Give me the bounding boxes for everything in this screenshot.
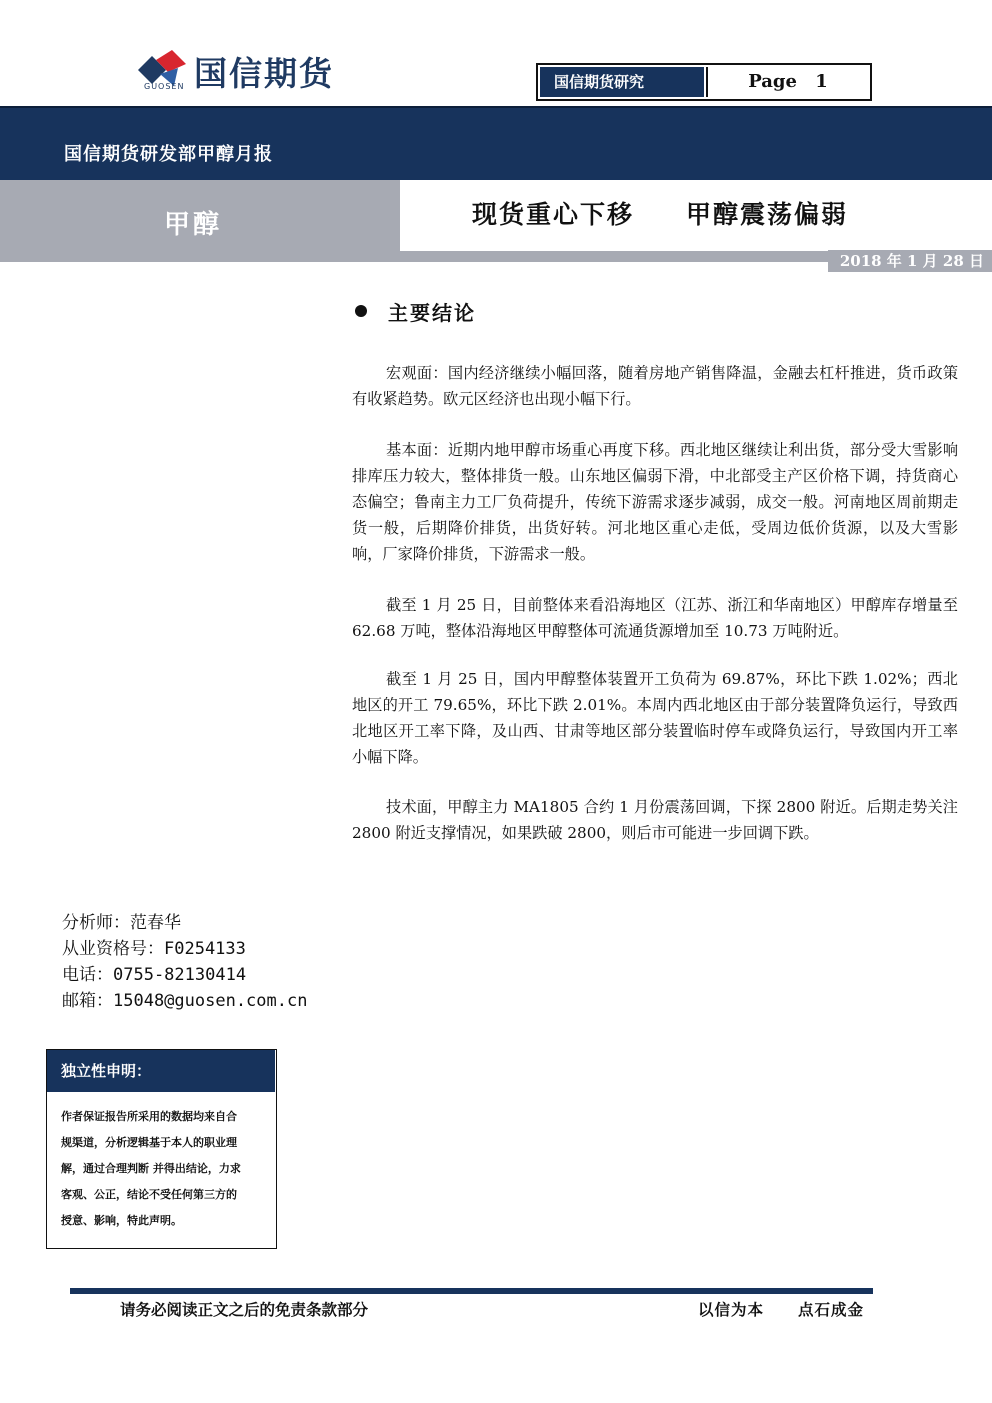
analyst-phone: 电话：0755-82130414 bbox=[62, 965, 247, 985]
report-series-title: 国信期货研发部甲醇月报 bbox=[64, 144, 273, 165]
topic-label: 甲醇 bbox=[164, 210, 223, 240]
footer-notice: 请务必阅读正文之后的免责条款部分 bbox=[120, 1301, 369, 1319]
topic-panel bbox=[0, 180, 400, 251]
analyst-license: 从业资格号：F0254133 bbox=[62, 939, 246, 959]
paragraph-inventory: 截至 1 月 25 日，目前整体来看沿海地区（江苏、浙江和华南地区）甲醇库存增量至 62.68 万吨，整体沿海地区甲醇整体可流通货源增加至 10.73 万吨附近。 bbox=[352, 596, 958, 640]
slogan-2: 点石成金 bbox=[798, 1301, 865, 1319]
research-label: 国信期货研究 bbox=[540, 67, 704, 97]
statement-line: 作者保证报告所采用的数据均来自合 bbox=[61, 1110, 237, 1123]
logo-subtext: GUOSEN bbox=[144, 82, 185, 91]
footer-divider bbox=[70, 1288, 873, 1294]
paragraph-fundamentals: 基本面：近期内地甲醇市场重心再度下移。西北地区继续让利出货，部分受大雪影响排库压力较大，整体排货一般。山东地区偏弱下滑，中北部受主产区价格下调，持货商心态偏空；鲁南主力工厂负荷提升，传统下游需求逐步减弱，成交一般。河南地区周前期走货一般，后期降价排货，出货好转。河北地区重心走低，受周边低价货源，以及大雪影响，厂家降价排货，下游需求一般。 bbox=[352, 441, 958, 563]
paragraph-technical: 技术面，甲醇主力 MA1805 合约 1 月份震荡回调，下探 2800 附近。后期走势关注 2800 附近支撑情况，如果跌破 2800，则后市可能进一步回调下跌。 bbox=[352, 798, 958, 842]
footer-slogan bbox=[698, 1298, 864, 1320]
bullet-icon bbox=[355, 305, 367, 317]
analyst-email: 邮箱：15048@guosen.com.cn bbox=[62, 991, 308, 1011]
company-logo bbox=[138, 50, 378, 96]
paragraph-macro: 宏观面：国内经济继续小幅回落，随着房地产销售降温，金融去杠杆推进，货币政策有收紧趋势。欧元区经济也出现小幅下行。 bbox=[352, 364, 958, 408]
page-word: Page bbox=[748, 71, 797, 92]
report-band bbox=[0, 106, 992, 180]
independence-statement bbox=[46, 1049, 277, 1249]
statement-line: 解，通过合理判断 并得出结论，力求 bbox=[61, 1162, 241, 1175]
statement-body bbox=[61, 1104, 265, 1234]
slogan-1: 以信为本 bbox=[698, 1301, 765, 1319]
statement-line: 授意、影响，特此声明。 bbox=[61, 1214, 182, 1227]
section-title: 主要结论 bbox=[388, 301, 476, 325]
report-date: 2018 年 1 月 28 日 bbox=[828, 250, 992, 272]
statement-title: 独立性申明： bbox=[47, 1050, 275, 1092]
header-box bbox=[536, 63, 872, 101]
logo-name: 国信期货 bbox=[194, 54, 334, 93]
page-number: 1 bbox=[815, 71, 828, 92]
headline-part-1: 现货重心下移 bbox=[472, 200, 635, 229]
report-headline bbox=[472, 195, 848, 231]
page-indicator bbox=[706, 67, 868, 97]
headline-part-2: 甲醇震荡偏弱 bbox=[686, 200, 849, 229]
paragraph-operating-rate: 截至 1 月 25 日，国内甲醇整体装置开工负荷为 69.87%，环比下跌 1.02%；西北地区的开工 79.65%，环比下跌 2.01%。本周内西北地区由于部分装置降负运行，导致西北地区开工率下降，及山西、甘肃等地区部分装置临时停车或降负运行，导致国内开工率小幅下降。 bbox=[352, 670, 958, 766]
analyst-info bbox=[62, 910, 307, 1014]
analyst-name: 分析师：范春华 bbox=[62, 913, 181, 933]
statement-line: 客观、公正，结论不受任何第三方的 bbox=[61, 1188, 237, 1201]
statement-line: 规渠道，分析逻辑基于本人的职业理 bbox=[61, 1136, 237, 1149]
